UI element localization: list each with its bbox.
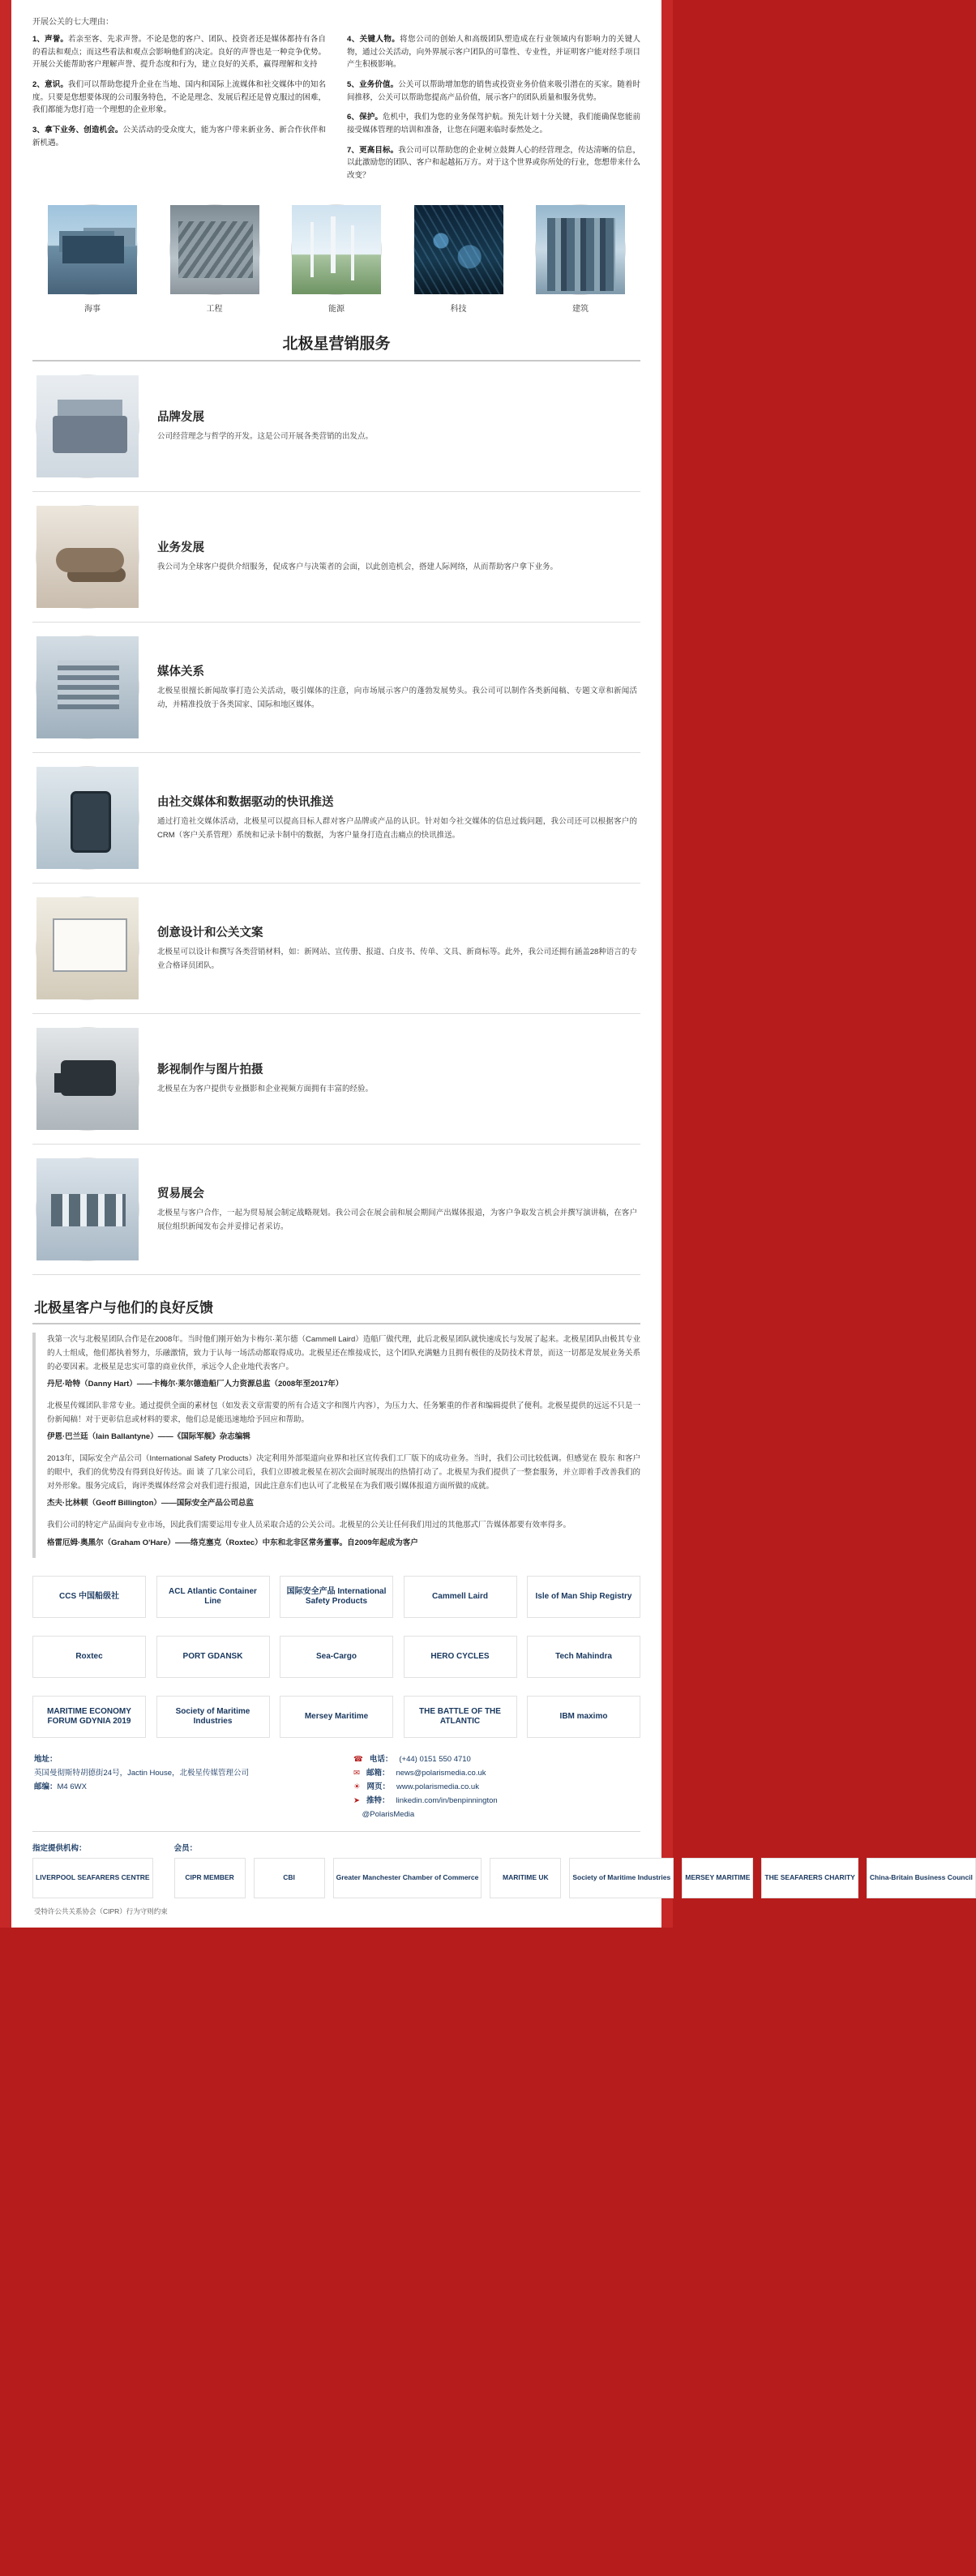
service-description: 北极星很擅长新闻故事打造公关活动，吸引媒体的注意，向市场展示客户的蓬勃发展势头。我公司可以制作各类新闻稿、专题文章和新闻活动，并精准投放于各类国家、国际和地区媒体。 — [157, 687, 637, 709]
reasons-section — [32, 33, 640, 190]
sector-label: 能源 — [328, 304, 345, 314]
company-label: 会员： — [173, 1844, 198, 1854]
client-logo: MARITIME ECONOMY FORUM GDYNIA 2019 — [32, 1696, 146, 1738]
sector-label: 科技 — [450, 304, 467, 314]
service-description: 北极星可以设计和撰写各类营销材料，如：新网站、宣传册、报道、白皮书、传单、文具、新商标等。此外，我公司还拥有涵盖28种语言的专业合格译员团队。 — [157, 948, 637, 970]
address-value: 英国曼彻斯特胡德街24号，Jactin House，北极星传媒管理公司 — [34, 1768, 249, 1778]
envelope-icon: ✉ — [353, 1768, 360, 1778]
service-image-tradeshow — [36, 1157, 139, 1261]
affiliation-logo: CIPR MEMBER — [174, 1858, 246, 1898]
contact-twitter-row[interactable] — [353, 1808, 640, 1821]
reason-text: 公关活动的受众度大，能为客户带来新业务、新合作伙伴和新机遇。 — [32, 126, 326, 148]
reason-number: 4、 — [347, 35, 360, 44]
service-image-media — [36, 635, 139, 739]
testimonial-attribution: 格雷厄姆·奥黑尔（Graham O'Hare）——络克塞克（Roxtec）中东和北非区常务董事。自2009年起成为客户 — [47, 1538, 418, 1547]
reason-item — [32, 79, 326, 117]
service-description: 北极星与客户合作，一起为贸易展会制定战略规划。我公司会在展会前和展会期间产出媒体报道，为客户争取发言机会并撰写演讲稿，在客户展位组织新闻发布会并妥排记者采访。 — [157, 1209, 637, 1231]
affiliation-member-column — [32, 1842, 153, 1898]
affiliation-logo: MERSEY MARITIME — [682, 1858, 753, 1898]
reason-number: 1、 — [32, 35, 45, 44]
reason-title: 意识。 — [45, 80, 68, 90]
testimonials-divider — [32, 1323, 640, 1324]
reason-item — [347, 144, 640, 182]
reason-title: 声誉。 — [45, 35, 68, 44]
affiliation-logo: THE SEAFARERS CHARITY — [761, 1858, 858, 1898]
sector-item-engineering — [158, 204, 272, 314]
service-row — [32, 623, 640, 753]
service-title: 业务发展 — [157, 541, 204, 555]
affiliation-logo: Society of Maritime Industries — [569, 1858, 674, 1898]
service-title: 由社交媒体和数据驱动的快讯推送 — [157, 796, 334, 810]
client-logo: Mersey Maritime — [280, 1696, 393, 1738]
service-row — [32, 1014, 640, 1145]
client-logo: Tech Mahindra — [527, 1636, 640, 1678]
phone-icon: ☎ — [353, 1754, 363, 1764]
postcode-label: 邮编： — [34, 1782, 58, 1791]
reason-text: 将您公司的创始人和高级团队塑造成在行业领域内有影响力的关键人物，通过公关活动，向外界展示客户团队的可靠性、专业性，并证明客户能对经手项目产生积极影响。 — [347, 35, 640, 70]
reason-text: 若亲至客、先求声誉。不论是您的客户、团队、投资者还是媒体都持有各自的看法和观点；而这些看法和观点会影响他们的决定。良好的声誉也是一种竞争优势。开展公关能帮助客户理解声誉、提升态度和行为，建立良好的关系，赢得理解和支持 — [32, 35, 326, 70]
postcode-value: M4 6WX — [57, 1782, 87, 1791]
sector-item-energy — [280, 204, 393, 314]
twitter-icon: ➤ — [353, 1795, 360, 1805]
sector-image-engineering — [169, 204, 260, 295]
service-title: 贸易展会 — [157, 1187, 204, 1201]
client-logo: Cammell Laird — [404, 1576, 517, 1618]
services-heading: 北极星营销服务 — [282, 335, 391, 353]
sector-gallery — [36, 204, 637, 314]
service-title: 创意设计和公关文案 — [157, 926, 263, 940]
affiliation-logo: CBI — [254, 1858, 325, 1898]
contact-details-column — [353, 1752, 640, 1821]
contact-email-row[interactable] — [353, 1766, 640, 1780]
client-logo-row-1 — [32, 1576, 640, 1618]
client-logo: Sea-Cargo — [280, 1636, 393, 1678]
service-row — [32, 753, 640, 884]
testimonials-heading: 北极星客户与他们的良好反馈 — [34, 1299, 213, 1316]
web-value[interactable]: www.polarismedia.co.uk — [396, 1782, 479, 1791]
reason-number: 2、 — [32, 80, 45, 90]
service-description: 公司经营理念与哲学的开发。这是公司开展各类营销的出发点。 — [157, 432, 374, 442]
service-image-social — [36, 766, 139, 870]
reason-item — [32, 33, 326, 71]
regulatory-footnote: 受特许公共关系协会（CIPR）行为守则约束 — [34, 1907, 168, 1916]
reason-title: 关键人物。 — [359, 35, 400, 44]
service-row — [32, 362, 640, 492]
client-logo: Society of Maritime Industries — [156, 1696, 270, 1738]
client-logo: Roxtec — [32, 1636, 146, 1678]
client-logo: Isle of Man Ship Registry — [527, 1576, 640, 1618]
contact-address-column — [34, 1752, 321, 1821]
service-row — [32, 884, 640, 1014]
reason-number: 3、 — [32, 126, 45, 135]
service-title: 影视制作与图片拍摄 — [157, 1063, 263, 1077]
contact-section — [34, 1752, 640, 1821]
reason-text: 危机中，我们为您的业务保驾护航。预先计划十分关键，我们能确保您能前接受媒体管理的培训和准备，让您在问题来临时泰然处之。 — [347, 113, 640, 135]
service-title: 品牌发展 — [157, 411, 204, 425]
reason-number: 7、 — [347, 145, 360, 155]
affiliation-logo: LIVERPOOL SEAFARERS CENTRE — [32, 1858, 153, 1898]
service-description: 北极星在为客户提供专业摄影和企业视频方面拥有丰富的经验。 — [157, 1085, 374, 1094]
reasons-left-column — [32, 33, 326, 190]
testimonial-quote: 北极星传媒团队非常专业。通过提供全面的素材包（如发表文章需要的所有合适文字和图片内容），为压力大、任务繁重的作者和编辑提供了便利。北极星提供的远远不只是一份新闻稿！对于更彰信息或材料的要求，他们总是能迅速地给予回应和帮助。 — [47, 1401, 640, 1425]
sector-item-technology — [402, 204, 516, 314]
testimonial-quote: 2013年，国际安全产品公司（International Safety Products）决定利用外部渠道向业界和社区宣传我们工厂版下的成功业务。当时，我们公司比较低调。但感觉在 股东 和客户的眼中，我们的优势没有得到良好传达。面 谈 了几家公司后，我们立即被北极星在初次会面时展现出的热情打动了。北极星为我们提供了一整套服务，并立即着手改善我们的对外形象。服务完成后，询评类媒体经常会对我们进行报道，因此注意东们也认可了北极星在为我们吸引媒体报道方面所做的成就。 — [47, 1454, 640, 1491]
service-description: 我公司为全球客户提供介绍服务，促成客户与决策者的会面，以此创造机会，搭建人际网络，从而帮助客户拿下业务。 — [157, 563, 559, 572]
service-row — [32, 1145, 640, 1275]
client-logo: HERO CYCLES — [404, 1636, 517, 1678]
sector-label: 海事 — [84, 304, 101, 314]
testimonial-attribution: 杰夫·比林顿（Geoff Billington）——国际安全产品公司总监 — [47, 1499, 254, 1508]
reason-text: 我公司可以帮助您的企业树立鼓舞人心的经营理念，传达清晰的信息，以此激励您的团队、客户和起越拓万方。对于这个世界或你所处的行业，您想带来什么改变？ — [347, 145, 640, 181]
contact-social-row[interactable] — [353, 1794, 640, 1808]
affiliations-section — [32, 1842, 973, 1898]
reason-title: 拿下业务、创造机会。 — [45, 126, 123, 135]
service-description: 通过打造社交媒体活动，北极星可以提高目标人群对客户品牌或产品的认识。针对如今社交媒体的信息过载问题，我公司还可以根据客户的CRM（客户关系管理）系统和记录卡制中的数据，为客户量身打造直击痛点的快讯推送。 — [157, 817, 637, 840]
phone-value: (+44) 0151 550 4710 — [399, 1754, 471, 1764]
service-image-business — [36, 505, 139, 609]
sector-image-maritime — [47, 204, 138, 295]
client-logo: CCS 中国船级社 — [32, 1576, 146, 1618]
at-icon — [353, 1808, 356, 1821]
sector-image-energy — [291, 204, 382, 295]
social-label: 推特： — [366, 1795, 390, 1805]
testimonial-accent-bar — [32, 1333, 36, 1558]
reasons-right-column — [347, 33, 640, 190]
testimonial-quote: 我第一次与北极星团队合作是在2008年。当时他们刚开始为卡梅尔·莱尔德（Cammell Laird）造船厂做代理，此后北极星团队就快速成长与发展了起来。北极星团队由极其专业的人士组成，他们都执着努力，乐融激情，致力于认每一场活动都取得成功。北极星还在维接成长，这个团队充满魅力且拥有极佳的及防技术背景，而这一切都是发展业务关系的必要因素。北极星是忠实可靠的商业伙伴，承远令人企业地代表客户。 — [47, 1334, 640, 1371]
testimonials-section — [32, 1333, 640, 1558]
phone-label: 电话： — [369, 1754, 393, 1764]
client-logo-row-2 — [32, 1636, 640, 1678]
reason-number: 5、 — [347, 80, 360, 90]
email-value[interactable]: news@polarismedia.co.uk — [396, 1768, 486, 1778]
service-row — [32, 492, 640, 623]
member-label: 指定提供机构： — [32, 1844, 87, 1854]
sector-label: 工程 — [206, 304, 223, 314]
sector-item-maritime — [36, 204, 149, 314]
service-image-creative — [36, 896, 139, 1000]
reason-title: 保护。 — [359, 113, 383, 122]
service-title: 媒体关系 — [157, 665, 204, 679]
contact-web-row[interactable] — [353, 1780, 640, 1794]
address-label: 地址： — [34, 1754, 58, 1764]
affiliation-company-column — [174, 1842, 976, 1898]
service-image-brand — [36, 374, 139, 478]
affiliation-logo: China-Britain Business Council — [867, 1858, 976, 1898]
reason-text: 我们可以帮助您提升企业在当地、国内和国际上流媒体和社交媒体中的知名度。只要是您想要体现的公司服务特色，不论是理念、发展后程还是曾克服过的困难，我们都能为您打造一个理想的企业形象。 — [32, 80, 326, 115]
twitter-value[interactable]: @PolarisMedia — [362, 1809, 415, 1819]
sector-item-construction — [524, 204, 637, 314]
reason-item — [347, 79, 640, 104]
email-label: 邮箱： — [366, 1768, 390, 1778]
sector-image-construction — [535, 204, 626, 295]
testimonial-attribution: 丹尼·哈特（Danny Hart）——卡梅尔·莱尔德造船厂人力资源总监（2008年至2017年） — [47, 1380, 344, 1389]
contact-phone-row — [353, 1752, 640, 1766]
reason-item — [347, 33, 640, 71]
client-logo: ACL Atlantic Container Line — [156, 1576, 270, 1618]
reason-item — [32, 124, 326, 149]
client-logo: 国际安全产品 International Safety Products — [280, 1576, 393, 1618]
web-label: 网页： — [366, 1782, 391, 1791]
reason-title: 更高目标。 — [359, 145, 399, 155]
reason-title: 业务价值。 — [359, 80, 399, 90]
testimonial-attribution: 伊恩·巴兰廷（Iain Ballantyne）——《国际军舰》杂志编辑 — [47, 1432, 250, 1442]
affiliation-logo: MARITIME UK — [490, 1858, 561, 1898]
sector-image-technology — [413, 204, 504, 295]
contact-divider — [32, 1831, 640, 1832]
reason-item — [347, 111, 640, 136]
reasons-intro: 开展公关的七大理由： — [32, 18, 113, 27]
reason-text: 公关可以帮助增加您的销售或投资业务价值来吸引潜在的买家。随着时间推移，公关可以帮助您提高产品价值，展示客户的团队质量和服务优势。 — [347, 80, 640, 102]
client-logo-row-3 — [32, 1696, 640, 1738]
client-logo: IBM maximo — [527, 1696, 640, 1738]
affiliation-logo: Greater Manchester Chamber of Commerce — [333, 1858, 482, 1898]
client-logo: THE BATTLE OF THE ATLANTIC — [404, 1696, 517, 1738]
testimonial-quote: 我们公司的特定产品面向专业市场，因此我们需要运用专业人员采取合适的公关公司。北极星的公关让任何我们用过的其他那式厂告媒体都要有效率得多。 — [47, 1521, 571, 1530]
globe-icon: ☀ — [353, 1782, 361, 1791]
service-image-video — [36, 1027, 139, 1131]
reason-number: 6、 — [347, 113, 360, 122]
sector-label: 建筑 — [572, 304, 589, 314]
client-logo: PORT GDANSK — [156, 1636, 270, 1678]
linkedin-value[interactable]: linkedin.com/in/benpinnington — [396, 1795, 498, 1805]
